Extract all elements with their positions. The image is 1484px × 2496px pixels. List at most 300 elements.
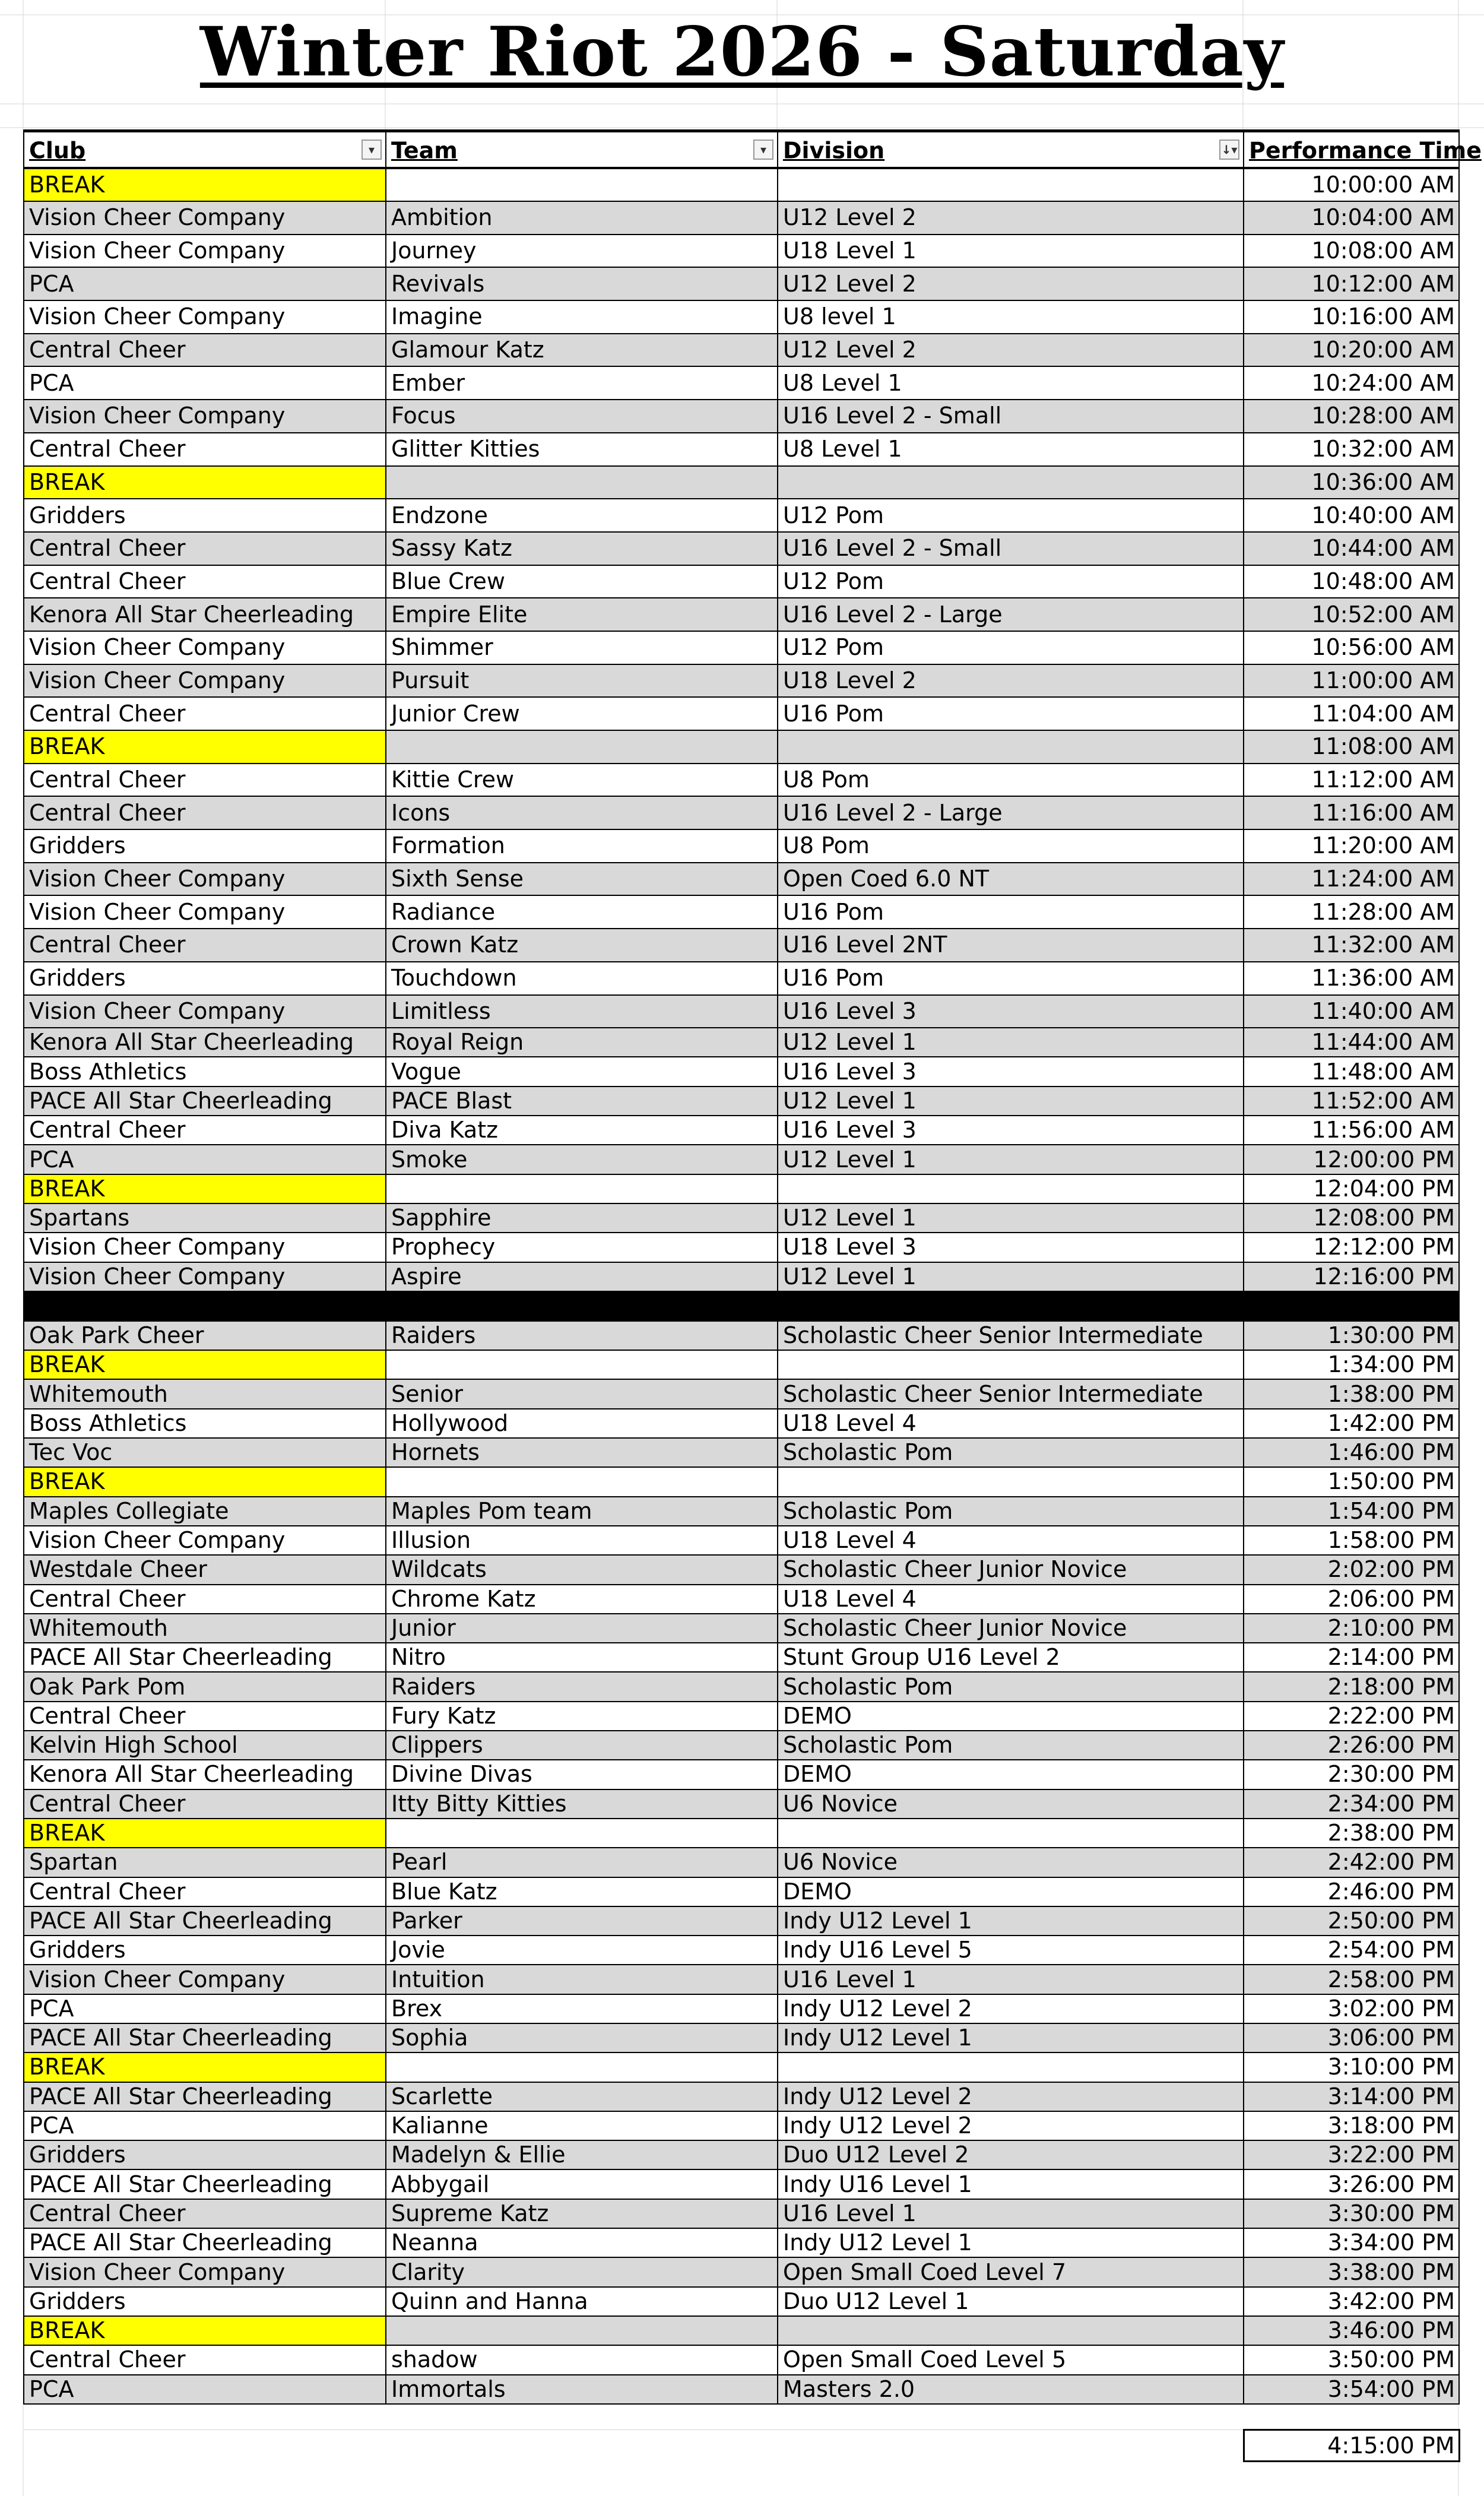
time-cell[interactable]: 10:40:00 AM <box>1244 499 1459 532</box>
team-cell[interactable]: Raiders <box>386 1672 778 1701</box>
division-cell[interactable]: Scholastic Cheer Junior Novice <box>778 1555 1244 1584</box>
team-cell[interactable]: Intuition <box>386 1965 778 1994</box>
team-cell[interactable] <box>386 2316 778 2345</box>
club-cell[interactable]: Gridders <box>24 1936 386 1965</box>
time-cell[interactable]: 11:44:00 AM <box>1244 1028 1459 1057</box>
time-cell[interactable]: 3:26:00 PM <box>1244 2169 1459 2199</box>
division-cell[interactable]: Indy U12 Level 1 <box>778 2023 1244 2052</box>
team-cell[interactable]: Radiance <box>386 895 778 929</box>
team-cell[interactable]: Clarity <box>386 2257 778 2286</box>
division-cell[interactable]: Open Coed 6.0 NT <box>778 863 1244 896</box>
division-cell[interactable]: U18 Level 3 <box>778 1233 1244 1262</box>
time-cell[interactable]: 3:22:00 PM <box>1244 2140 1459 2169</box>
club-cell[interactable]: PCA <box>24 1994 386 2023</box>
division-cell[interactable]: U16 Level 3 <box>778 1116 1244 1145</box>
time-cell[interactable]: 10:04:00 AM <box>1244 201 1459 235</box>
time-cell[interactable]: 11:56:00 AM <box>1244 1116 1459 1145</box>
end-time-cell[interactable]: 4:15:00 PM <box>1244 2430 1459 2462</box>
team-cell[interactable]: Junior <box>386 1614 778 1643</box>
club-cell[interactable]: Vision Cheer Company <box>24 1262 386 1291</box>
team-cell[interactable]: Chrome Katz <box>386 1585 778 1614</box>
time-cell[interactable]: 10:52:00 AM <box>1244 598 1459 631</box>
club-cell[interactable]: Spartans <box>24 1203 386 1233</box>
team-cell[interactable]: Aspire <box>386 1262 778 1291</box>
division-cell[interactable]: U12 Level 2 <box>778 201 1244 235</box>
time-cell[interactable]: 11:08:00 AM <box>1244 730 1459 764</box>
club-cell[interactable]: Boss Athletics <box>24 1409 386 1438</box>
team-cell[interactable]: Prophecy <box>386 1233 778 1262</box>
team-cell[interactable] <box>386 1350 778 1379</box>
time-cell[interactable]: 12:16:00 PM <box>1244 1262 1459 1291</box>
time-cell[interactable]: 2:10:00 PM <box>1244 1614 1459 1643</box>
team-cell[interactable]: Touchdown <box>386 962 778 995</box>
division-cell[interactable]: Indy U12 Level 2 <box>778 2111 1244 2140</box>
division-cell[interactable]: Open Small Coed Level 7 <box>778 2257 1244 2286</box>
team-cell[interactable]: Limitless <box>386 995 778 1028</box>
time-cell[interactable]: 10:20:00 AM <box>1244 334 1459 367</box>
division-cell[interactable]: U8 level 1 <box>778 300 1244 334</box>
club-cell[interactable]: Central Cheer <box>24 1877 386 1906</box>
team-cell[interactable]: Scarlette <box>386 2082 778 2111</box>
time-cell[interactable]: 10:44:00 AM <box>1244 532 1459 565</box>
club-cell[interactable]: PACE All Star Cheerleading <box>24 1906 386 1936</box>
team-cell[interactable]: Maples Pom team <box>386 1497 778 1526</box>
time-cell[interactable]: 11:20:00 AM <box>1244 829 1459 863</box>
time-cell[interactable]: 1:38:00 PM <box>1244 1379 1459 1408</box>
team-cell[interactable]: Divine Divas <box>386 1760 778 1789</box>
club-cell[interactable]: PCA <box>24 366 386 400</box>
club-cell[interactable]: Kenora All Star Cheerleading <box>24 598 386 631</box>
club-cell[interactable]: PACE All Star Cheerleading <box>24 1087 386 1116</box>
division-cell[interactable]: Scholastic Pom <box>778 1438 1244 1467</box>
club-cell[interactable]: Whitemouth <box>24 1614 386 1643</box>
club-cell[interactable]: Boss Athletics <box>24 1057 386 1086</box>
team-cell[interactable]: Imagine <box>386 300 778 334</box>
time-cell[interactable]: 3:02:00 PM <box>1244 1994 1459 2023</box>
time-cell[interactable]: 2:50:00 PM <box>1244 1906 1459 1936</box>
division-cell[interactable] <box>778 2316 1244 2345</box>
club-cell[interactable]: Central Cheer <box>24 532 386 565</box>
team-cell[interactable]: Empire Elite <box>386 598 778 631</box>
team-cell[interactable]: Supreme Katz <box>386 2199 778 2228</box>
club-cell[interactable]: PCA <box>24 1145 386 1174</box>
division-cell[interactable]: Duo U12 Level 2 <box>778 2140 1244 2169</box>
team-cell[interactable]: Icons <box>386 796 778 829</box>
division-cell[interactable]: U12 Level 2 <box>778 267 1244 300</box>
club-cell[interactable]: PACE All Star Cheerleading <box>24 1643 386 1672</box>
time-cell[interactable]: 3:54:00 PM <box>1244 2375 1459 2404</box>
time-cell[interactable]: 12:00:00 PM <box>1244 1145 1459 1174</box>
club-cell[interactable]: Vision Cheer Company <box>24 2257 386 2286</box>
division-cell[interactable]: U16 Level 1 <box>778 1965 1244 1994</box>
time-cell[interactable]: 3:46:00 PM <box>1244 2316 1459 2345</box>
division-cell[interactable]: Duo U12 Level 1 <box>778 2287 1244 2316</box>
schedule-row <box>24 895 1459 929</box>
division-cell[interactable] <box>778 1174 1244 1203</box>
club-cell[interactable]: BREAK <box>24 730 386 764</box>
club-cell[interactable]: PACE All Star Cheerleading <box>24 2023 386 2052</box>
time-cell[interactable]: 10:12:00 AM <box>1244 267 1459 300</box>
team-cell[interactable]: Sapphire <box>386 1203 778 1233</box>
club-cell[interactable]: Central Cheer <box>24 929 386 962</box>
time-cell[interactable]: 3:06:00 PM <box>1244 2023 1459 2052</box>
club-cell[interactable]: Gridders <box>24 829 386 863</box>
club-cell[interactable]: Spartan <box>24 1848 386 1877</box>
time-cell[interactable]: 10:08:00 AM <box>1244 235 1459 268</box>
team-cell[interactable]: shadow <box>386 2345 778 2374</box>
division-cell[interactable]: U8 Level 1 <box>778 433 1244 466</box>
club-cell[interactable]: Central Cheer <box>24 1789 386 1819</box>
club-cell[interactable]: BREAK <box>24 168 386 201</box>
club-cell[interactable]: Central Cheer <box>24 2199 386 2228</box>
club-cell[interactable]: Oak Park Pom <box>24 1672 386 1701</box>
break-row <box>24 1467 1459 1496</box>
division-cell[interactable]: U6 Novice <box>778 1848 1244 1877</box>
club-cell[interactable]: BREAK <box>24 1467 386 1496</box>
division-cell[interactable]: U16 Pom <box>778 895 1244 929</box>
team-cell[interactable]: Ambition <box>386 201 778 235</box>
club-cell[interactable]: Vision Cheer Company <box>24 201 386 235</box>
division-cell[interactable]: U12 Level 1 <box>778 1087 1244 1116</box>
club-cell[interactable]: Central Cheer <box>24 1116 386 1145</box>
team-cell[interactable]: Hollywood <box>386 1409 778 1438</box>
division-cell[interactable]: DEMO <box>778 1877 1244 1906</box>
division-cell[interactable]: U12 Level 1 <box>778 1203 1244 1233</box>
schedule-row <box>24 2199 1459 2228</box>
team-cell[interactable]: Junior Crew <box>386 697 778 730</box>
club-cell[interactable]: BREAK <box>24 2052 386 2082</box>
club-cell[interactable]: Kenora All Star Cheerleading <box>24 1028 386 1057</box>
team-cell[interactable] <box>386 1174 778 1203</box>
club-cell[interactable]: Vision Cheer Company <box>24 664 386 698</box>
club-cell[interactable]: Central Cheer <box>24 2345 386 2374</box>
division-cell[interactable] <box>778 1350 1244 1379</box>
division-cell[interactable]: U6 Novice <box>778 1789 1244 1819</box>
division-cell[interactable]: U16 Level 2 - Small <box>778 532 1244 565</box>
team-cell[interactable]: Illusion <box>386 1526 778 1555</box>
club-cell[interactable]: Gridders <box>24 2287 386 2316</box>
team-cell[interactable]: Quinn and Hanna <box>386 2287 778 2316</box>
club-cell[interactable]: Gridders <box>24 962 386 995</box>
division-cell[interactable]: DEMO <box>778 1702 1244 1731</box>
time-cell[interactable]: 1:30:00 PM <box>1244 1321 1459 1350</box>
team-cell[interactable] <box>386 2052 778 2082</box>
time-cell[interactable]: 3:38:00 PM <box>1244 2257 1459 2286</box>
team-cell[interactable]: Parker <box>386 1906 778 1936</box>
time-cell[interactable]: 11:36:00 AM <box>1244 962 1459 995</box>
team-cell[interactable]: Shimmer <box>386 631 778 664</box>
division-cell[interactable]: Scholastic Pom <box>778 1731 1244 1760</box>
time-cell[interactable]: 10:28:00 AM <box>1244 400 1459 433</box>
club-cell[interactable]: Whitemouth <box>24 1379 386 1408</box>
division-cell[interactable]: U12 Level 1 <box>778 1145 1244 1174</box>
team-cell[interactable]: Blue Crew <box>386 565 778 598</box>
division-cell[interactable] <box>778 1467 1244 1496</box>
team-cell[interactable]: Revivals <box>386 267 778 300</box>
team-cell[interactable]: Kalianne <box>386 2111 778 2140</box>
time-cell[interactable]: 1:58:00 PM <box>1244 1526 1459 1555</box>
team-cell[interactable]: Diva Katz <box>386 1116 778 1145</box>
team-cell[interactable]: Fury Katz <box>386 1702 778 1731</box>
club-cell[interactable]: Vision Cheer Company <box>24 895 386 929</box>
time-cell[interactable]: 2:30:00 PM <box>1244 1760 1459 1789</box>
time-cell[interactable]: 10:32:00 AM <box>1244 433 1459 466</box>
club-cell[interactable]: Central Cheer <box>24 334 386 367</box>
team-cell[interactable]: Immortals <box>386 2375 778 2404</box>
team-cell[interactable]: Vogue <box>386 1057 778 1086</box>
division-cell[interactable]: U16 Level 3 <box>778 1057 1244 1086</box>
club-cell[interactable]: Oak Park Cheer <box>24 1321 386 1350</box>
division-cell[interactable]: Scholastic Cheer Senior Intermediate <box>778 1379 1244 1408</box>
club-cell[interactable]: BREAK <box>24 1350 386 1379</box>
division-cell[interactable]: Indy U12 Level 2 <box>778 1994 1244 2023</box>
club-cell[interactable]: PCA <box>24 2111 386 2140</box>
time-cell[interactable]: 11:12:00 AM <box>1244 764 1459 797</box>
break-row <box>24 1350 1459 1379</box>
division-cell[interactable] <box>778 168 1244 201</box>
club-cell[interactable]: Vision Cheer Company <box>24 400 386 433</box>
time-cell[interactable]: 11:52:00 AM <box>1244 1087 1459 1116</box>
division-cell[interactable]: Scholastic Cheer Junior Novice <box>778 1614 1244 1643</box>
club-cell[interactable]: PACE All Star Cheerleading <box>24 2169 386 2199</box>
time-cell[interactable]: 3:14:00 PM <box>1244 2082 1459 2111</box>
time-cell[interactable]: 11:04:00 AM <box>1244 697 1459 730</box>
club-cell[interactable]: Central Cheer <box>24 796 386 829</box>
time-cell[interactable]: 1:46:00 PM <box>1244 1438 1459 1467</box>
time-cell[interactable]: 10:00:00 AM <box>1244 168 1459 201</box>
team-cell[interactable] <box>386 730 778 764</box>
division-cell[interactable]: U16 Pom <box>778 962 1244 995</box>
division-cell[interactable] <box>778 1819 1244 1848</box>
time-cell[interactable]: 10:16:00 AM <box>1244 300 1459 334</box>
club-cell[interactable]: Kenora All Star Cheerleading <box>24 1760 386 1789</box>
club-cell[interactable]: BREAK <box>24 1819 386 1848</box>
division-cell[interactable] <box>778 466 1244 499</box>
team-cell[interactable]: Sixth Sense <box>386 863 778 896</box>
time-cell[interactable]: 11:32:00 AM <box>1244 929 1459 962</box>
club-cell[interactable]: BREAK <box>24 2316 386 2345</box>
club-cell[interactable]: Maples Collegiate <box>24 1497 386 1526</box>
time-cell[interactable]: 10:36:00 AM <box>1244 466 1459 499</box>
club-cell[interactable]: Westdale Cheer <box>24 1555 386 1584</box>
club-cell[interactable]: Kelvin High School <box>24 1731 386 1760</box>
time-cell[interactable]: 11:00:00 AM <box>1244 664 1459 698</box>
filter-dropdown-icon[interactable]: ▾ <box>753 140 773 160</box>
division-cell[interactable]: U12 Pom <box>778 631 1244 664</box>
division-cell[interactable]: Scholastic Pom <box>778 1672 1244 1701</box>
club-cell[interactable]: Vision Cheer Company <box>24 863 386 896</box>
division-cell[interactable]: Indy U16 Level 5 <box>778 1936 1244 1965</box>
team-cell[interactable]: Glamour Katz <box>386 334 778 367</box>
club-cell[interactable]: Central Cheer <box>24 764 386 797</box>
team-cell[interactable]: Nitro <box>386 1643 778 1672</box>
division-cell[interactable]: Scholastic Cheer Senior Intermediate <box>778 1321 1244 1350</box>
division-cell[interactable]: U18 Level 4 <box>778 1409 1244 1438</box>
division-cell[interactable] <box>778 730 1244 764</box>
time-cell[interactable]: 1:42:00 PM <box>1244 1409 1459 1438</box>
time-cell[interactable]: 2:42:00 PM <box>1244 1848 1459 1877</box>
team-cell[interactable]: Crown Katz <box>386 929 778 962</box>
team-cell[interactable] <box>386 466 778 499</box>
schedule-row <box>24 1965 1459 1994</box>
team-cell[interactable]: Pearl <box>386 1848 778 1877</box>
division-cell[interactable]: Indy U12 Level 1 <box>778 1906 1244 1936</box>
club-cell[interactable]: Vision Cheer Company <box>24 1526 386 1555</box>
division-cell[interactable]: U12 Pom <box>778 565 1244 598</box>
time-cell[interactable]: 2:26:00 PM <box>1244 1731 1459 1760</box>
division-cell[interactable]: U12 Level 1 <box>778 1262 1244 1291</box>
division-cell[interactable]: U18 Level 2 <box>778 664 1244 698</box>
time-cell[interactable]: 1:34:00 PM <box>1244 1350 1459 1379</box>
filter-dropdown-icon[interactable]: ▾ <box>362 140 382 160</box>
division-cell[interactable]: U12 Level 2 <box>778 334 1244 367</box>
time-cell[interactable]: 12:08:00 PM <box>1244 1203 1459 1233</box>
team-cell[interactable] <box>386 1819 778 1848</box>
team-cell[interactable]: Madelyn & Ellie <box>386 2140 778 2169</box>
time-cell[interactable]: 1:50:00 PM <box>1244 1467 1459 1496</box>
team-cell[interactable]: Jovie <box>386 1936 778 1965</box>
division-cell[interactable]: U16 Level 1 <box>778 2199 1244 2228</box>
team-cell[interactable]: Focus <box>386 400 778 433</box>
division-cell[interactable]: U16 Level 2 - Large <box>778 598 1244 631</box>
division-cell[interactable]: U16 Level 2 - Large <box>778 796 1244 829</box>
club-cell[interactable]: PACE All Star Cheerleading <box>24 2082 386 2111</box>
club-cell[interactable]: Tec Voc <box>24 1438 386 1467</box>
team-cell[interactable]: Raiders <box>386 1321 778 1350</box>
club-cell[interactable]: Vision Cheer Company <box>24 300 386 334</box>
team-cell[interactable]: Journey <box>386 235 778 268</box>
team-cell[interactable]: PACE Blast <box>386 1087 778 1116</box>
team-cell[interactable]: Ember <box>386 366 778 400</box>
time-cell[interactable]: 12:12:00 PM <box>1244 1233 1459 1262</box>
division-cell[interactable]: U18 Level 4 <box>778 1585 1244 1614</box>
time-cell[interactable]: 2:14:00 PM <box>1244 1643 1459 1672</box>
team-cell[interactable]: Pursuit <box>386 664 778 698</box>
division-cell[interactable]: U12 Pom <box>778 499 1244 532</box>
club-cell[interactable]: Vision Cheer Company <box>24 1965 386 1994</box>
division-cell[interactable]: Open Small Coed Level 5 <box>778 2345 1244 2374</box>
time-cell[interactable]: 1:54:00 PM <box>1244 1497 1459 1526</box>
club-cell[interactable]: PCA <box>24 267 386 300</box>
team-cell[interactable] <box>386 1467 778 1496</box>
time-cell[interactable]: 11:24:00 AM <box>1244 863 1459 896</box>
team-cell[interactable]: Blue Katz <box>386 1877 778 1906</box>
club-cell[interactable]: Gridders <box>24 2140 386 2169</box>
team-cell[interactable]: Sophia <box>386 2023 778 2052</box>
schedule-row <box>24 334 1459 367</box>
club-cell[interactable]: Central Cheer <box>24 1585 386 1614</box>
team-cell[interactable]: Kittie Crew <box>386 764 778 797</box>
team-cell[interactable]: Hornets <box>386 1438 778 1467</box>
division-cell[interactable]: Indy U12 Level 2 <box>778 2082 1244 2111</box>
time-cell[interactable]: 11:40:00 AM <box>1244 995 1459 1028</box>
team-cell[interactable]: Formation <box>386 829 778 863</box>
time-cell[interactable]: 10:48:00 AM <box>1244 565 1459 598</box>
team-cell[interactable]: Senior <box>386 1379 778 1408</box>
division-cell[interactable]: U12 Level 1 <box>778 1028 1244 1057</box>
time-cell[interactable]: 2:38:00 PM <box>1244 1819 1459 1848</box>
division-cell[interactable]: U16 Level 2 - Small <box>778 400 1244 433</box>
time-cell[interactable]: 2:22:00 PM <box>1244 1702 1459 1731</box>
time-cell[interactable]: 11:16:00 AM <box>1244 796 1459 829</box>
time-cell[interactable]: 3:34:00 PM <box>1244 2228 1459 2257</box>
time-cell[interactable]: 11:48:00 AM <box>1244 1057 1459 1086</box>
sort-filter-icon[interactable]: ↓▾ <box>1219 140 1239 160</box>
club-cell[interactable]: PACE All Star Cheerleading <box>24 2228 386 2257</box>
time-cell[interactable]: 2:58:00 PM <box>1244 1965 1459 1994</box>
division-cell[interactable]: Indy U16 Level 1 <box>778 2169 1244 2199</box>
team-cell[interactable]: Itty Bitty Kitties <box>386 1789 778 1819</box>
team-cell[interactable]: Sassy Katz <box>386 532 778 565</box>
time-cell[interactable]: 3:50:00 PM <box>1244 2345 1459 2374</box>
club-cell[interactable]: BREAK <box>24 1174 386 1203</box>
division-cell[interactable]: U8 Level 1 <box>778 366 1244 400</box>
division-cell[interactable]: Stunt Group U16 Level 2 <box>778 1643 1244 1672</box>
time-cell[interactable]: 3:42:00 PM <box>1244 2287 1459 2316</box>
team-cell[interactable]: Brex <box>386 1994 778 2023</box>
team-cell[interactable]: Glitter Kitties <box>386 433 778 466</box>
club-cell[interactable]: BREAK <box>24 466 386 499</box>
time-cell[interactable]: 3:18:00 PM <box>1244 2111 1459 2140</box>
team-cell[interactable] <box>386 168 778 201</box>
club-cell[interactable]: Vision Cheer Company <box>24 995 386 1028</box>
team-cell[interactable]: Smoke <box>386 1145 778 1174</box>
division-cell[interactable]: U16 Level 3 <box>778 995 1244 1028</box>
club-cell[interactable]: Central Cheer <box>24 1702 386 1731</box>
club-cell[interactable]: Gridders <box>24 499 386 532</box>
time-cell[interactable]: 3:10:00 PM <box>1244 2052 1459 2082</box>
schedule-row <box>24 1994 1459 2023</box>
team-cell[interactable]: Endzone <box>386 499 778 532</box>
division-cell[interactable]: U8 Pom <box>778 829 1244 863</box>
club-cell[interactable]: Vision Cheer Company <box>24 235 386 268</box>
division-cell[interactable]: U16 Pom <box>778 697 1244 730</box>
time-cell[interactable]: 2:18:00 PM <box>1244 1672 1459 1701</box>
team-cell[interactable]: Abbygail <box>386 2169 778 2199</box>
club-cell[interactable]: Central Cheer <box>24 697 386 730</box>
division-cell[interactable]: U8 Pom <box>778 764 1244 797</box>
club-cell[interactable]: PCA <box>24 2375 386 2404</box>
time-cell[interactable]: 2:54:00 PM <box>1244 1936 1459 1965</box>
time-cell[interactable]: 2:34:00 PM <box>1244 1789 1459 1819</box>
team-cell[interactable]: Clippers <box>386 1731 778 1760</box>
time-cell[interactable]: 2:06:00 PM <box>1244 1585 1459 1614</box>
division-cell[interactable]: U16 Level 2NT <box>778 929 1244 962</box>
division-cell[interactable]: U18 Level 1 <box>778 235 1244 268</box>
division-cell[interactable]: U18 Level 4 <box>778 1526 1244 1555</box>
division-cell[interactable]: Scholastic Pom <box>778 1497 1244 1526</box>
time-cell[interactable]: 10:56:00 AM <box>1244 631 1459 664</box>
team-cell[interactable]: Wildcats <box>386 1555 778 1584</box>
division-cell[interactable] <box>778 2052 1244 2082</box>
time-cell[interactable]: 2:02:00 PM <box>1244 1555 1459 1584</box>
division-cell[interactable]: DEMO <box>778 1760 1244 1789</box>
time-cell[interactable]: 3:30:00 PM <box>1244 2199 1459 2228</box>
team-cell[interactable]: Royal Reign <box>386 1028 778 1057</box>
club-cell[interactable]: Vision Cheer Company <box>24 631 386 664</box>
division-cell[interactable]: Indy U12 Level 1 <box>778 2228 1244 2257</box>
club-cell[interactable]: Central Cheer <box>24 565 386 598</box>
club-cell[interactable]: Vision Cheer Company <box>24 1233 386 1262</box>
time-cell[interactable]: 2:46:00 PM <box>1244 1877 1459 1906</box>
time-cell[interactable]: 12:04:00 PM <box>1244 1174 1459 1203</box>
division-cell[interactable]: Masters 2.0 <box>778 2375 1244 2404</box>
team-cell[interactable]: Neanna <box>386 2228 778 2257</box>
time-cell[interactable]: 11:28:00 AM <box>1244 895 1459 929</box>
schedule-row <box>24 664 1459 698</box>
time-cell[interactable]: 10:24:00 AM <box>1244 366 1459 400</box>
club-cell[interactable]: Central Cheer <box>24 433 386 466</box>
